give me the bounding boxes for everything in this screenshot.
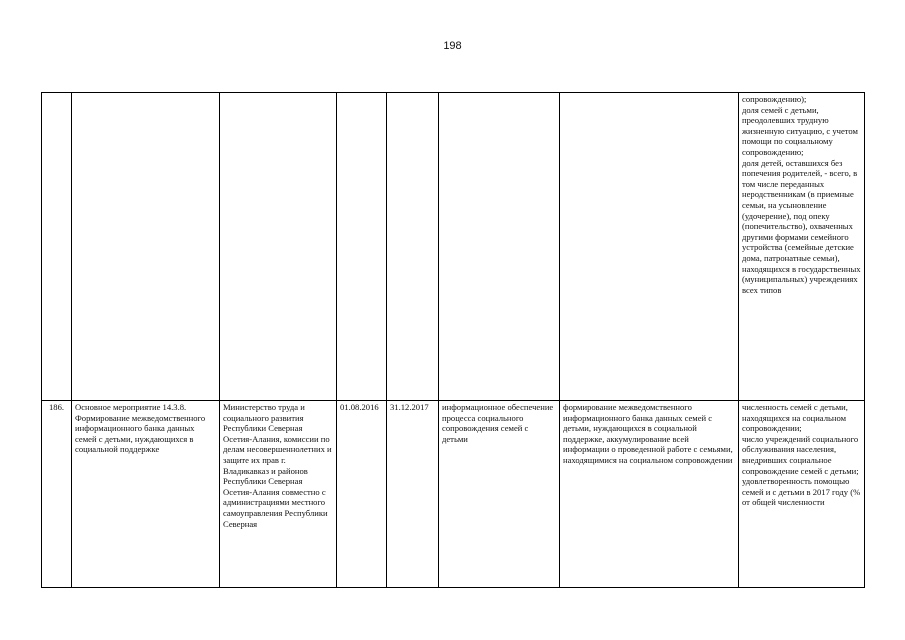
indicators-text: сопровождению); доля семей с детьми, преодолевших трудную жизненную ситуацию, с учетом помощи по социальному сопровождению; доля детей, оставшихся без попечения родителей, - всего, в том числе переданных неродственникам (в приемные семьи, на усыновление (удочерение), под опеку (попечительство), охваченных другими формами семейного устройства (семейные детские дома, патронатные семьи), находящихся в государственных (муниципальных) учреждениях всех типов xyxy=(742,94,861,295)
cell-measure xyxy=(72,401,220,588)
executor-text: Министерство труда и социального развития Республики Северная Осетия-Алания, комиссии по делам несовершеннолетних и защите их прав г. Владикавказ и районов Республики Северная Осетия-Алания совместно с администрациями местного самоуправления Республики Северная xyxy=(223,402,332,529)
cell-number xyxy=(42,93,72,401)
indicators-text: численность семей с детьми, находящихся на социальном сопровождении; число учреждений социального обслуживания населения, внедривших социальное сопровождение семей с детьми; удовлетворенность помощью семей и с детьми в 2017 году (% от общей численности xyxy=(742,402,861,508)
end-date: 31.12.2017 xyxy=(390,402,429,412)
table-row xyxy=(42,93,865,401)
measure-text: Основное мероприятие 14.3.8. Формирование межведомственного информационного банка данных семей с детьми, нуждающихся в социальной поддержке xyxy=(75,402,206,455)
start-date: 01.08.2016 xyxy=(340,402,379,412)
page-number: 198 xyxy=(443,40,462,52)
cell-content xyxy=(560,93,739,401)
cell-content xyxy=(560,401,739,588)
cell-number xyxy=(42,401,72,588)
content-text: формирование межведомственного информационного банка данных семей с детьми, нуждающихся в социальной поддержке, аккумулирование всей информации о проведенной работе с семьями, находящимися на социальном сопровождении xyxy=(563,402,733,465)
measures-table xyxy=(41,92,865,588)
cell-executor xyxy=(220,401,337,588)
cell-executor xyxy=(220,93,337,401)
cell-expected-result xyxy=(439,401,560,588)
cell-start-date xyxy=(337,401,387,588)
cell-expected-result xyxy=(439,93,560,401)
cell-indicators xyxy=(739,401,865,588)
cell-measure xyxy=(72,93,220,401)
cell-indicators xyxy=(739,93,865,401)
expected-result-text: информационное обеспечение процесса социального сопровождения семей с детьми xyxy=(442,402,554,444)
row-number: 186. xyxy=(48,402,65,412)
cell-end-date xyxy=(387,93,439,401)
table-row xyxy=(42,401,865,588)
cell-end-date xyxy=(387,401,439,588)
cell-start-date xyxy=(337,93,387,401)
